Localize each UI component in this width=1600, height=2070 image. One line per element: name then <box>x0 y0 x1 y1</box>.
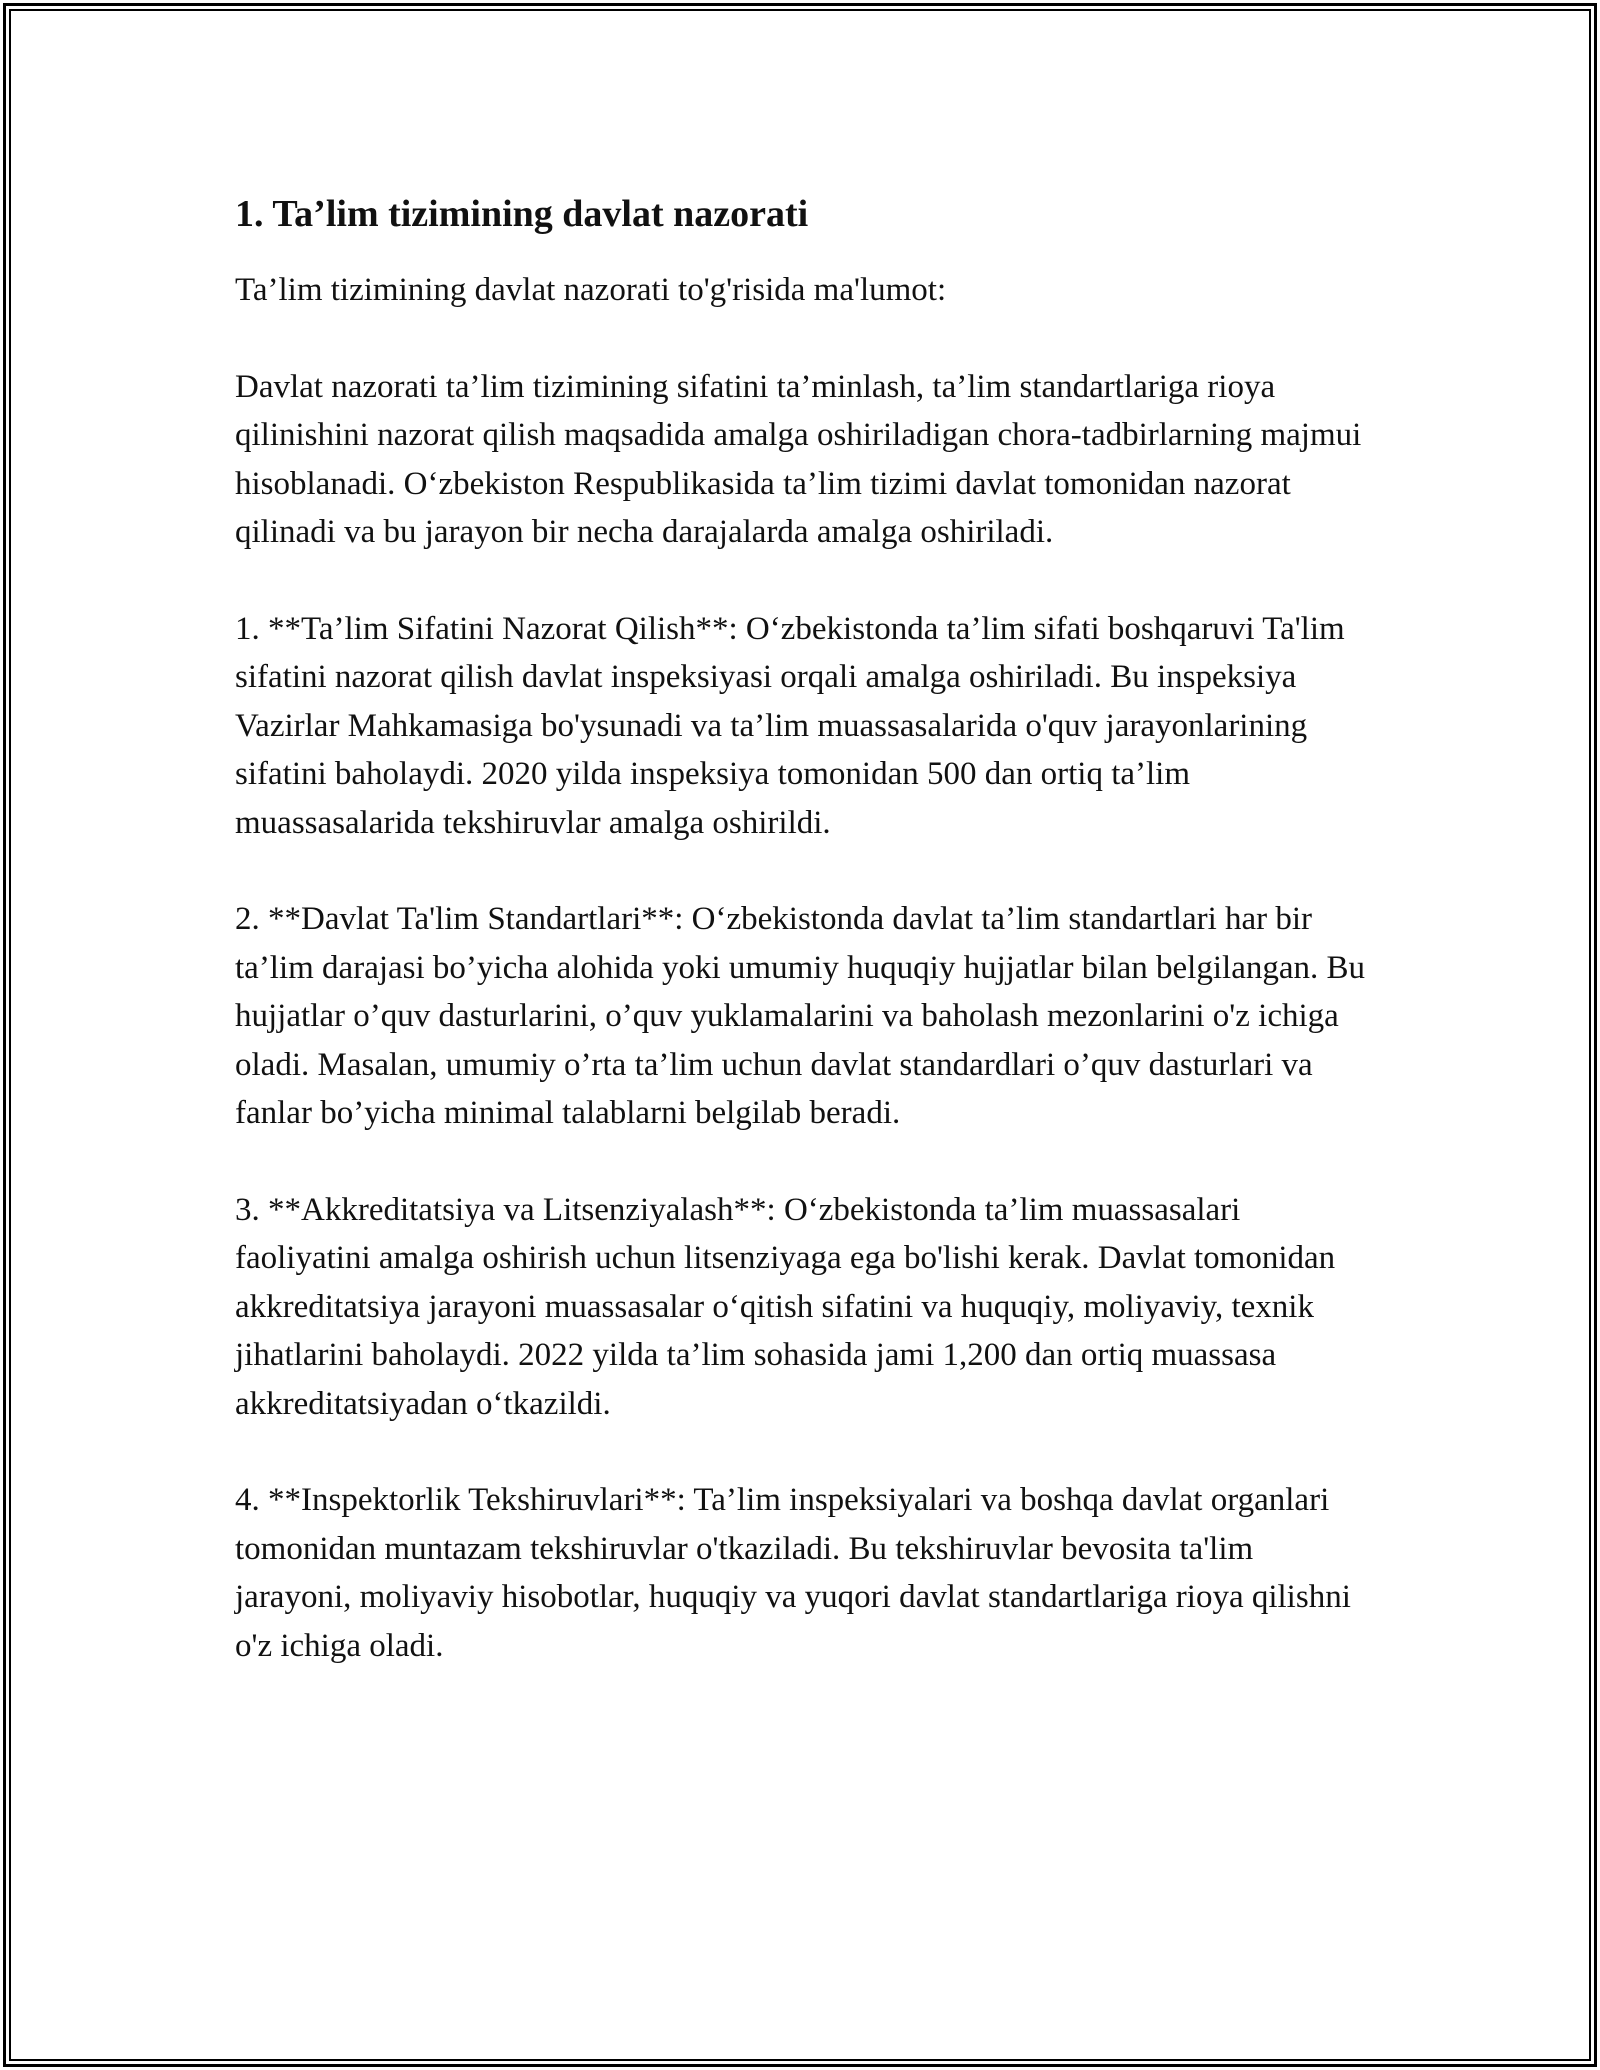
paragraph-accreditation: 3. **Akkreditatsiya va Litsenziyalash**: O‘zbekistonda ta’lim muassasalari faoliyatini amalga oshirish uchun litsenziyaga ega bo'lishi kerak. Davlat tomonidan akkreditatsiya jarayoni muassasalar o‘qitish sifatini va huquqiy, moliyaviy, texnik jihatlarini baholaydi. 2022 yilda ta’lim sohasida jami 1,200 dan ortiq muassasa akkreditatsiyadan o‘tkazildi. <box>235 1191 1336 1422</box>
document-title: 1. Ta’lim tizimining davlat nazorati <box>235 193 809 235</box>
paragraph-education-standards: 2. **Davlat Ta'lim Standartlari**: O‘zbekistonda davlat ta’lim standartlari har bir ta’lim darajasi bo’yicha alohida yoki umumiy huquqiy hujjatlar bilan belgilangan. Bu hujjatlar o’quv dasturlarini, o’quv yuklamalarini va baholash mezonlarini o'z ichiga oladi. Masalan, umumiy o’rta ta’lim uchun davlat standardlari o’quv dasturlari va fanlar bo’yicha minimal talablarni belgilab beradi. <box>235 901 1365 1131</box>
paragraph-quality-control: 1. **Ta’lim Sifatini Nazorat Qilish**: O‘zbekistonda ta’lim sifati boshqaruvi Ta'lim sifatini nazorat qilish davlat inspeksiyasi orqali amalga oshiriladi. Bu inspeksiya Vazirlar Mahkamasiga bo'ysunadi va ta’lim muassasalarida o'quv jarayonlarining sifatini baholaydi. 2020 yilda inspeksiya tomonidan 500 dan ortiq ta’lim muassasalarida tekshiruvlar amalga oshirildi. <box>235 610 1345 841</box>
document-body <box>235 186 1365 1670</box>
paragraph-overview: Davlat nazorati ta’lim tizimining sifatini ta’minlash, ta’lim standartlariga rioya qilinishini nazorat qilish maqsadida amalga oshiriladigan chora-tadbirlarning majmui hisoblanadi. O‘zbekiston Respublikasida ta’lim tizimi davlat tomonidan nazorat qilinadi va bu jarayon bir necha darajalarda amalga oshiriladi. <box>235 368 1362 550</box>
paragraph-inspections: 4. **Inspektorlik Tekshiruvlari**: Ta’lim inspeksiyalari va boshqa davlat organlari tomonidan muntazam tekshiruvlar o'tkaziladi. Bu tekshiruvlar bevosita ta'lim jarayoni, moliyaviy hisobotlar, huquqiy va yuqori davlat standartlariga rioya qilishni o'z ichiga oladi. <box>235 1482 1351 1664</box>
intro-line: Ta’lim tizimining davlat nazorati to'g'risida ma'lumot: <box>235 272 947 308</box>
